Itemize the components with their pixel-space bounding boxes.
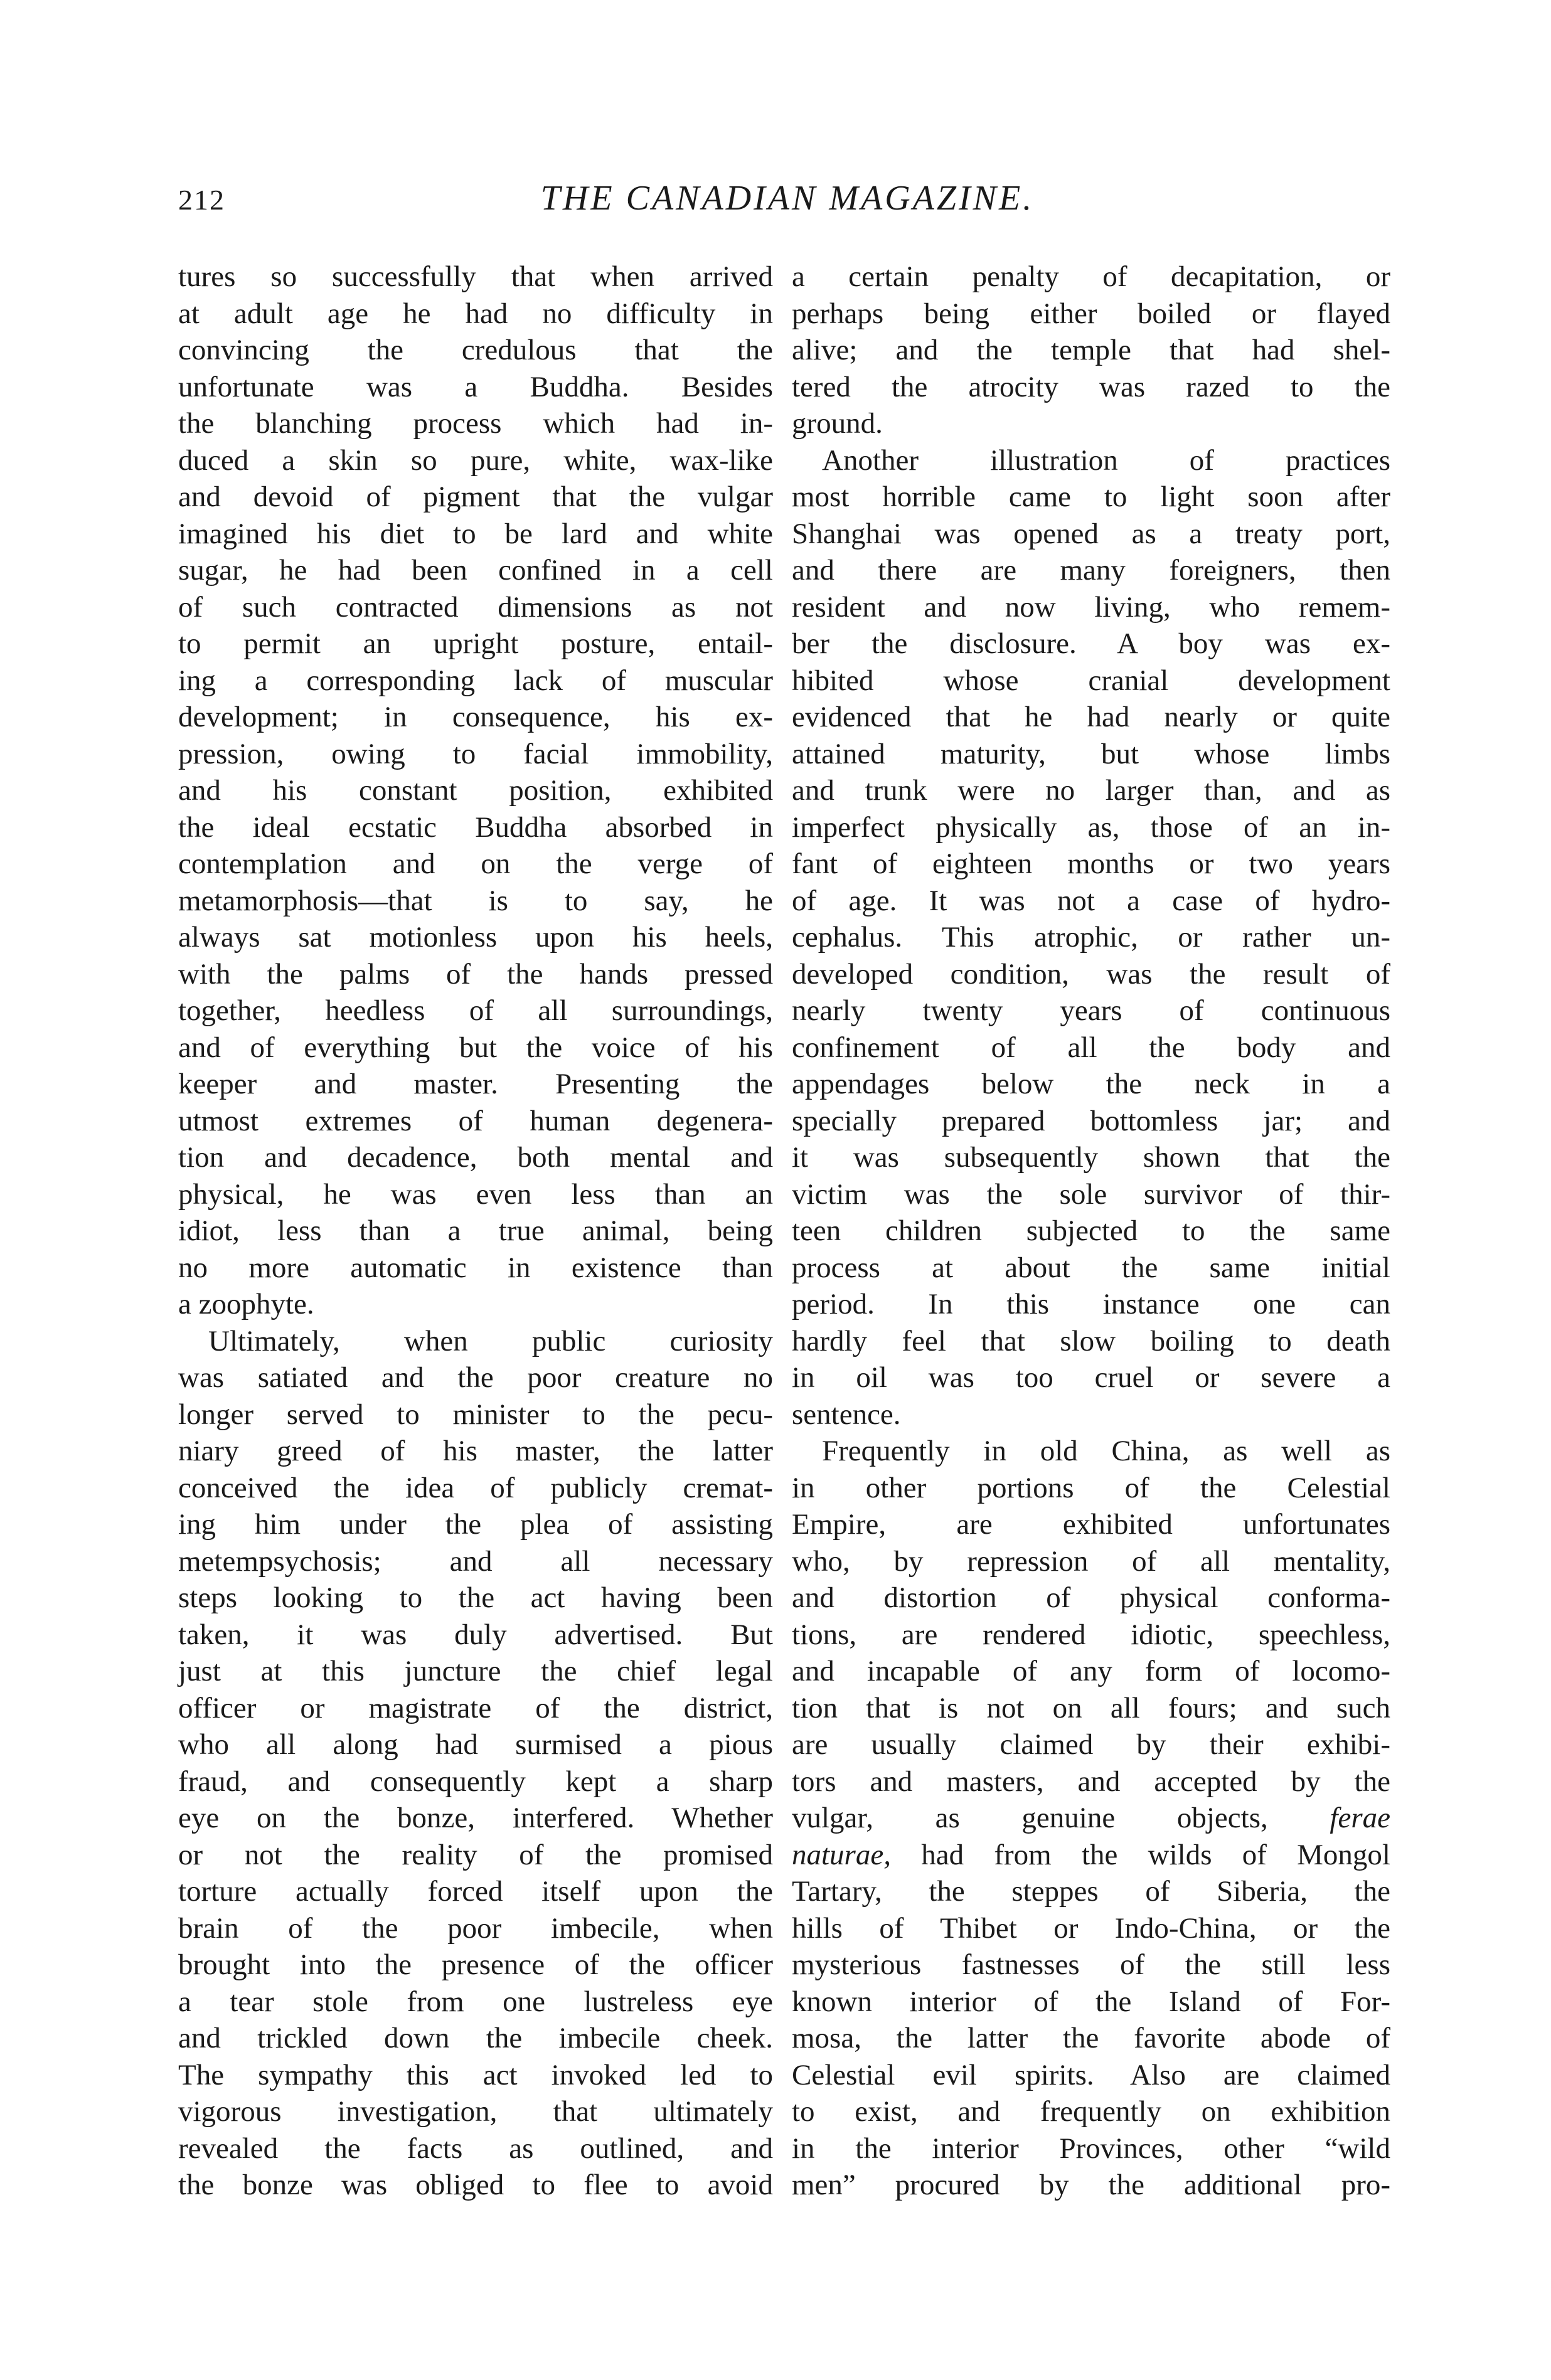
text-line [178, 1837, 773, 1874]
line-text: metamorphosis—that is to say, he [178, 884, 773, 917]
line-text: Celestial evil spirits. Also are claimed [792, 2058, 1390, 2091]
line-text: ing a corresponding lack of muscular [178, 664, 773, 697]
line-text: and his constant position, exhibited [178, 774, 773, 807]
text-line [792, 809, 1390, 846]
italic-text: naturae, [792, 1838, 891, 1871]
text-line [178, 736, 773, 773]
line-text: or not the reality of the promised [178, 1838, 773, 1871]
line-text: to permit an upright posture, entail- [178, 627, 773, 660]
line-text: in other portions of the Celestial [792, 1471, 1390, 1504]
line-text: fraud, and consequently kept a sharp [178, 1765, 773, 1798]
text-line [792, 1103, 1390, 1140]
line-text: together, heedless of all surroundings, [178, 994, 773, 1027]
text-line [792, 1690, 1390, 1727]
line-text: pression, owing to facial immobility, [178, 737, 773, 770]
line-text: process at about the same initial [792, 1251, 1390, 1284]
line-text: and distortion of physical conforma- [792, 1581, 1390, 1614]
line-text: with the palms of the hands pressed [178, 957, 773, 991]
line-text: tion and decadence, both mental and [178, 1141, 773, 1174]
text-line [178, 2167, 773, 2204]
line-text: known interior of the Island of For- [792, 1985, 1390, 2018]
line-text: and there are many foreigners, then [792, 554, 1390, 587]
page-number: 212 [178, 184, 225, 216]
text-line [178, 589, 773, 626]
text-line [178, 883, 773, 920]
text-line [792, 2020, 1390, 2057]
line-text: a zoophyte. [178, 1288, 314, 1320]
line-text: most horrible came to light soon after [792, 481, 1390, 513]
line-text: who, by repression of all mentality, [792, 1544, 1390, 1578]
line-text: specially prepared bottomless jar; and [792, 1104, 1390, 1137]
text-line [792, 1984, 1390, 2021]
line-text: and trickled down the imbecile cheek. [178, 2022, 773, 2054]
text-line [178, 1910, 773, 1947]
text-line [178, 809, 773, 846]
text-line [792, 736, 1390, 773]
line-text: the ideal ecstatic Buddha absorbed in [178, 810, 773, 844]
line-text: ing him under the plea of assisting [178, 1508, 773, 1541]
text-line [178, 1653, 773, 1690]
line-text: at adult age he had no difficulty in [178, 297, 773, 330]
text-line [792, 1543, 1390, 1580]
text-line [178, 332, 773, 369]
text-line [178, 919, 773, 956]
line-text: sugar, he had been confined in a cell [178, 554, 773, 587]
text-line [792, 1250, 1390, 1287]
text-line [792, 2057, 1390, 2094]
text-line [792, 1433, 1390, 1470]
text-line [792, 1323, 1390, 1360]
text-line [178, 1396, 773, 1433]
text-line [178, 699, 773, 736]
line-text: steps looking to the act having been [178, 1581, 773, 1614]
text-line [792, 956, 1390, 993]
line-text: duced a skin so pure, white, wax-like [178, 444, 773, 477]
line-text: of such contracted dimensions as not [178, 590, 773, 624]
line-text: perhaps being either boiled or flayed [792, 297, 1390, 330]
text-line [178, 2020, 773, 2057]
line-text: in the interior Provinces, other “wild [792, 2132, 1390, 2165]
line-text: The sympathy this act invoked led to [178, 2058, 773, 2091]
text-line [178, 1984, 773, 2021]
line-text: vulgar, as genuine objects, [792, 1802, 1330, 1834]
text-line [792, 1396, 1390, 1433]
text-line [178, 1580, 773, 1617]
text-line [792, 295, 1390, 332]
line-text: Another illustration of practices [822, 444, 1390, 477]
line-text: revealed the facts as outlined, and [178, 2132, 773, 2165]
text-line [178, 1213, 773, 1250]
line-text: officer or magistrate of the district, [178, 1691, 773, 1724]
line-text: ground. [792, 407, 883, 440]
text-line [792, 772, 1390, 809]
text-line [178, 772, 773, 809]
line-text: hibited whose cranial development [792, 664, 1390, 697]
line-text: niary greed of his master, the latter [178, 1435, 773, 1467]
text-line [178, 846, 773, 883]
text-line [792, 1213, 1390, 1250]
line-text: ber the disclosure. A boy was ex- [792, 627, 1390, 660]
text-line [792, 1763, 1390, 1800]
line-text: of age. It was not a case of hydro- [792, 884, 1390, 917]
line-text: sentence. [792, 1398, 901, 1431]
text-line [178, 662, 773, 699]
text-line [178, 625, 773, 662]
text-line [792, 1029, 1390, 1066]
text-line [792, 479, 1390, 516]
text-line [178, 479, 773, 516]
text-line [792, 1470, 1390, 1507]
line-text: in oil was too cruel or severe a [792, 1361, 1390, 1394]
line-text: longer served to minister to the pecu- [178, 1398, 773, 1431]
line-text: torture actually forced itself upon the [178, 1875, 773, 1908]
line-text: taken, it was duly advertised. But [178, 1618, 773, 1651]
text-line [792, 1580, 1390, 1617]
text-line [792, 992, 1390, 1029]
line-text: alive; and the temple that had shel- [792, 334, 1390, 366]
line-text: hills of Thibet or Indo-China, or the [792, 1911, 1390, 1945]
line-text: Shanghai was opened as a treaty port, [792, 517, 1390, 550]
text-line [792, 1286, 1390, 1323]
line-text: cephalus. This atrophic, or rather un- [792, 921, 1390, 954]
line-text: conceived the idea of publicly cremat- [178, 1471, 773, 1504]
line-text: just at this juncture the chief legal [178, 1655, 773, 1687]
text-line [792, 1653, 1390, 1690]
text-line [792, 258, 1390, 295]
text-line [792, 1066, 1390, 1103]
line-text: fant of eighteen months or two years [792, 847, 1390, 880]
line-text: Ultimately, when public curiosity [208, 1324, 773, 1357]
text-line [178, 1800, 773, 1837]
text-line [178, 405, 773, 442]
line-text: metempsychosis; and all necessary [178, 1544, 773, 1578]
line-text: tion that is not on all fours; and such [792, 1691, 1390, 1724]
text-line [792, 2130, 1390, 2167]
text-line [178, 1359, 773, 1396]
line-text: eye on the bonze, interfered. Whether [178, 1802, 773, 1834]
text-line [792, 1726, 1390, 1763]
text-line [178, 1506, 773, 1543]
text-line [178, 2130, 773, 2167]
line-text: and incapable of any form of locomo- [792, 1655, 1390, 1687]
line-text: keeper and master. Presenting the [178, 1068, 773, 1100]
text-line [792, 919, 1390, 956]
text-column-right [792, 258, 1390, 2204]
line-text: development; in consequence, his ex- [178, 701, 773, 733]
text-line [792, 625, 1390, 662]
text-line [792, 699, 1390, 736]
text-line [792, 1873, 1390, 1910]
line-text: utmost extremes of human degenera- [178, 1104, 773, 1137]
line-text: teen children subjected to the same [792, 1214, 1390, 1247]
line-text: idiot, less than a true animal, being [178, 1214, 773, 1247]
line-text: a tear stole from one lustreless eye [178, 1985, 773, 2018]
line-text: hardly feel that slow boiling to death [792, 1324, 1390, 1357]
text-line [792, 846, 1390, 883]
text-line [178, 1873, 773, 1910]
line-text: tors and masters, and accepted by the [792, 1765, 1390, 1798]
text-line [178, 1250, 773, 1287]
line-text: unfortunate was a Buddha. Besides [178, 370, 773, 403]
text-line [178, 442, 773, 479]
text-line [792, 1359, 1390, 1396]
text-line [178, 516, 773, 553]
text-line [178, 1947, 773, 1984]
line-text: and of everything but the voice of his [178, 1031, 773, 1064]
line-text: men” procured by the additional pro- [792, 2169, 1390, 2201]
text-line [178, 2057, 773, 2094]
line-text: brain of the poor imbecile, when [178, 1911, 773, 1945]
text-line [792, 1837, 1390, 1874]
line-text: victim was the sole survivor of thir- [792, 1177, 1390, 1211]
line-text: contemplation and on the verge of [178, 847, 773, 880]
line-text: who all along had surmised a pious [178, 1728, 773, 1761]
text-line [178, 295, 773, 332]
line-text: convincing the credulous that the [178, 334, 773, 366]
line-text: tions, are rendered idiotic, speechless, [792, 1618, 1390, 1651]
text-line [178, 1617, 773, 1654]
text-line [178, 1726, 773, 1763]
line-text: and devoid of pigment that the vulgar [178, 481, 773, 513]
line-text: tered the atrocity was razed to the [792, 370, 1390, 403]
text-line [178, 1543, 773, 1580]
text-line [792, 1947, 1390, 1984]
text-line [792, 589, 1390, 626]
line-text: to exist, and frequently on exhibition [792, 2095, 1390, 2128]
text-line [792, 516, 1390, 553]
text-line [178, 992, 773, 1029]
text-line [792, 2167, 1390, 2204]
text-line [792, 1139, 1390, 1176]
line-text: physical, he was even less than an [178, 1177, 773, 1211]
text-line [178, 1066, 773, 1103]
line-text: appendages below the neck in a [792, 1068, 1390, 1100]
running-title: THE CANADIAN MAGAZINE. [540, 179, 1035, 218]
text-line [792, 883, 1390, 920]
line-text: mysterious fastnesses of the still less [792, 1948, 1390, 1981]
text-line [178, 1433, 773, 1470]
line-text: developed condition, was the result of [792, 957, 1390, 991]
text-line [178, 1176, 773, 1213]
line-text: imagined his diet to be lard and white [178, 517, 773, 550]
text-column-left [178, 258, 773, 2204]
text-line [178, 1139, 773, 1176]
line-text: tures so successfully that when arrived [178, 260, 773, 293]
text-line [792, 1617, 1390, 1654]
line-text: resident and now living, who remem- [792, 590, 1390, 624]
text-line [792, 332, 1390, 369]
text-line [178, 1763, 773, 1800]
text-line [178, 956, 773, 993]
line-text: was satiated and the poor creature no [178, 1361, 773, 1394]
line-text: Frequently in old China, as well as [822, 1435, 1390, 1467]
line-text: the bonze was obliged to flee to avoid [178, 2169, 773, 2201]
text-line [792, 1176, 1390, 1213]
text-line [178, 1323, 773, 1360]
line-text: attained maturity, but whose limbs [792, 737, 1390, 770]
text-line [792, 1506, 1390, 1543]
line-text: imperfect physically as, those of an in- [792, 810, 1390, 844]
text-line [178, 369, 773, 406]
line-text: no more automatic in existence than [178, 1251, 773, 1284]
text-line [792, 405, 1390, 442]
line-text: always sat motionless upon his heels, [178, 921, 773, 954]
line-text: a certain penalty of decapitation, or [792, 260, 1390, 293]
line-text: nearly twenty years of continuous [792, 994, 1390, 1027]
text-line [178, 258, 773, 295]
line-text: Tartary, the steppes of Siberia, the [792, 1875, 1390, 1908]
line-text: confinement of all the body and [792, 1031, 1390, 1064]
line-text: period. In this instance one can [792, 1288, 1390, 1320]
text-line [178, 2093, 773, 2130]
line-text: had from the wilds of Mongol [890, 1838, 1390, 1871]
line-text: Empire, are exhibited unfortunates [792, 1508, 1390, 1541]
text-line [178, 552, 773, 589]
line-text: the blanching process which had in- [178, 407, 773, 440]
text-line [792, 442, 1390, 479]
line-text: evidenced that he had nearly or quite [792, 701, 1390, 733]
text-line [178, 1690, 773, 1727]
text-line [178, 1470, 773, 1507]
text-line [792, 662, 1390, 699]
line-text: and trunk were no larger than, and as [792, 774, 1390, 807]
text-line [792, 2093, 1390, 2130]
italic-text: ferae [1330, 1802, 1390, 1834]
text-line [792, 369, 1390, 406]
line-text: it was subsequently shown that the [792, 1141, 1390, 1174]
line-text: mosa, the latter the favorite abode of [792, 2022, 1390, 2054]
text-line [178, 1103, 773, 1140]
text-line [178, 1286, 773, 1323]
text-line [792, 552, 1390, 589]
line-text: vigorous investigation, that ultimately [178, 2095, 773, 2128]
text-line [792, 1800, 1390, 1837]
line-text: are usually claimed by their exhibi- [792, 1728, 1390, 1761]
text-line [178, 1029, 773, 1066]
text-line [792, 1910, 1390, 1947]
line-text: brought into the presence of the officer [178, 1948, 773, 1981]
